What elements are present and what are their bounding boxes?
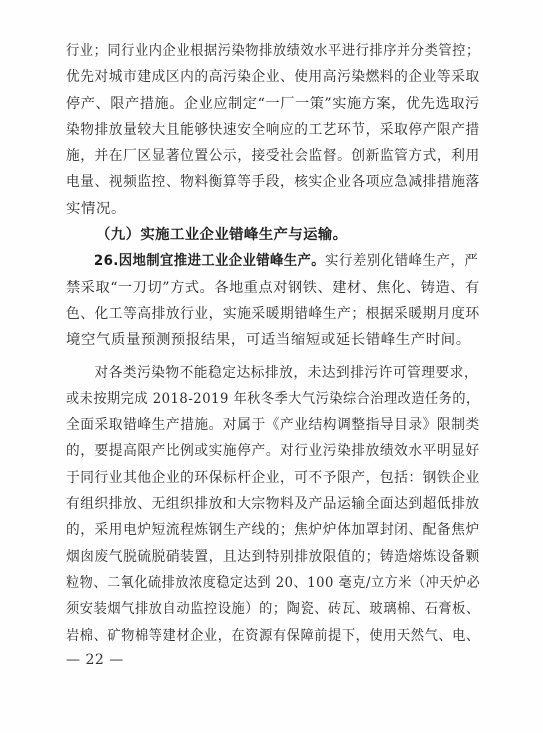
text-line — [66, 248, 479, 274]
text-line: 施，并在厂区显著位置公示，接受社会监督。创新监管方式，利用 — [66, 148, 480, 165]
text-line: 全面采取错峰生产措施。对属于《产业结构调整指导目录》限制类 — [66, 417, 480, 434]
paragraph-staggered-production — [66, 360, 480, 649]
text-line: 禁采取“一刀切”方式。各地重点对钢铁、建材、焦化、铸造、有 — [66, 279, 480, 296]
item-text: 实行差别化错峰生产，严 — [325, 253, 479, 270]
text-line: 实情况。 — [66, 200, 126, 217]
text-line: 有组织排放、无组织排放和大宗物料及产品运输全面达到超低排放 — [66, 496, 480, 513]
text-line: 粒物、二氧化硫排放浓度稳定达到 20、100 毫克/立方米（冲天炉必 — [66, 574, 481, 591]
text-line: 的，采用电炉短流程炼钢生产线的；焦炉炉体加罩封闭、配备焦炉 — [66, 522, 480, 539]
text-line: 岩棉、矿物棉等建材企业，在资源有保障前提下，使用天然气、电、 — [66, 627, 480, 644]
text-line: 须安装烟气排放自动监控设施）的；陶瓷、砖瓦、玻璃棉、石膏板、 — [66, 601, 480, 618]
text-line: 对各类污染物不能稳定达标排放，未达到排污许可管理要求， — [94, 364, 479, 381]
text-line: 于同行业其他企业的环保标杆企业，可不予限产，包括：钢铁企业 — [66, 469, 480, 486]
document-body — [66, 38, 480, 649]
paragraph-item-26 — [66, 248, 480, 353]
section-heading: （九）实施工业企业错峰生产与运输。 — [96, 227, 348, 244]
paragraph-continuation — [66, 38, 480, 222]
page-number: — 22 — — [66, 652, 124, 668]
text-line: 行业；同行业内企业根据污染物排放绩效水平进行排序并分类管控； — [66, 43, 480, 59]
text-line: 优先对城市建成区内的高污染企业、使用高污染燃料的企业等采取 — [66, 69, 480, 86]
text-line: 染物排放量较大且能够快速安全响应的工艺环节，采取停产限产措 — [66, 121, 480, 138]
item-title: 26.因地制宜推进工业企业错峰生产。 — [93, 253, 326, 270]
text-line: 烟囱废气脱硫脱硝装置，且达到特别排放限值的；铸造熔炼设备颗 — [66, 548, 480, 565]
text-line: 境空气质量预测预报结果，可适当缩短或延长错峰生产时间。 — [66, 332, 471, 349]
text-line: 或未按期完成 2018-2019 年秋冬季大气污染综合治理改造任务的， — [66, 390, 480, 407]
text-line: 电量、视频监控、物料衡算等手段，核实企业各项应急减排措施落 — [66, 174, 480, 191]
text-line: 色、化工等高排放行业，实施采暖期错峰生产；根据采暖期月度环 — [66, 305, 480, 322]
text-line: 的，要提高限产比例或实施停产。对行业污染排放绩效水平明显好 — [66, 443, 480, 460]
text-line: 停产、限产措施。企业应制定“一厂一策”实施方案，优先选取污 — [66, 95, 480, 112]
